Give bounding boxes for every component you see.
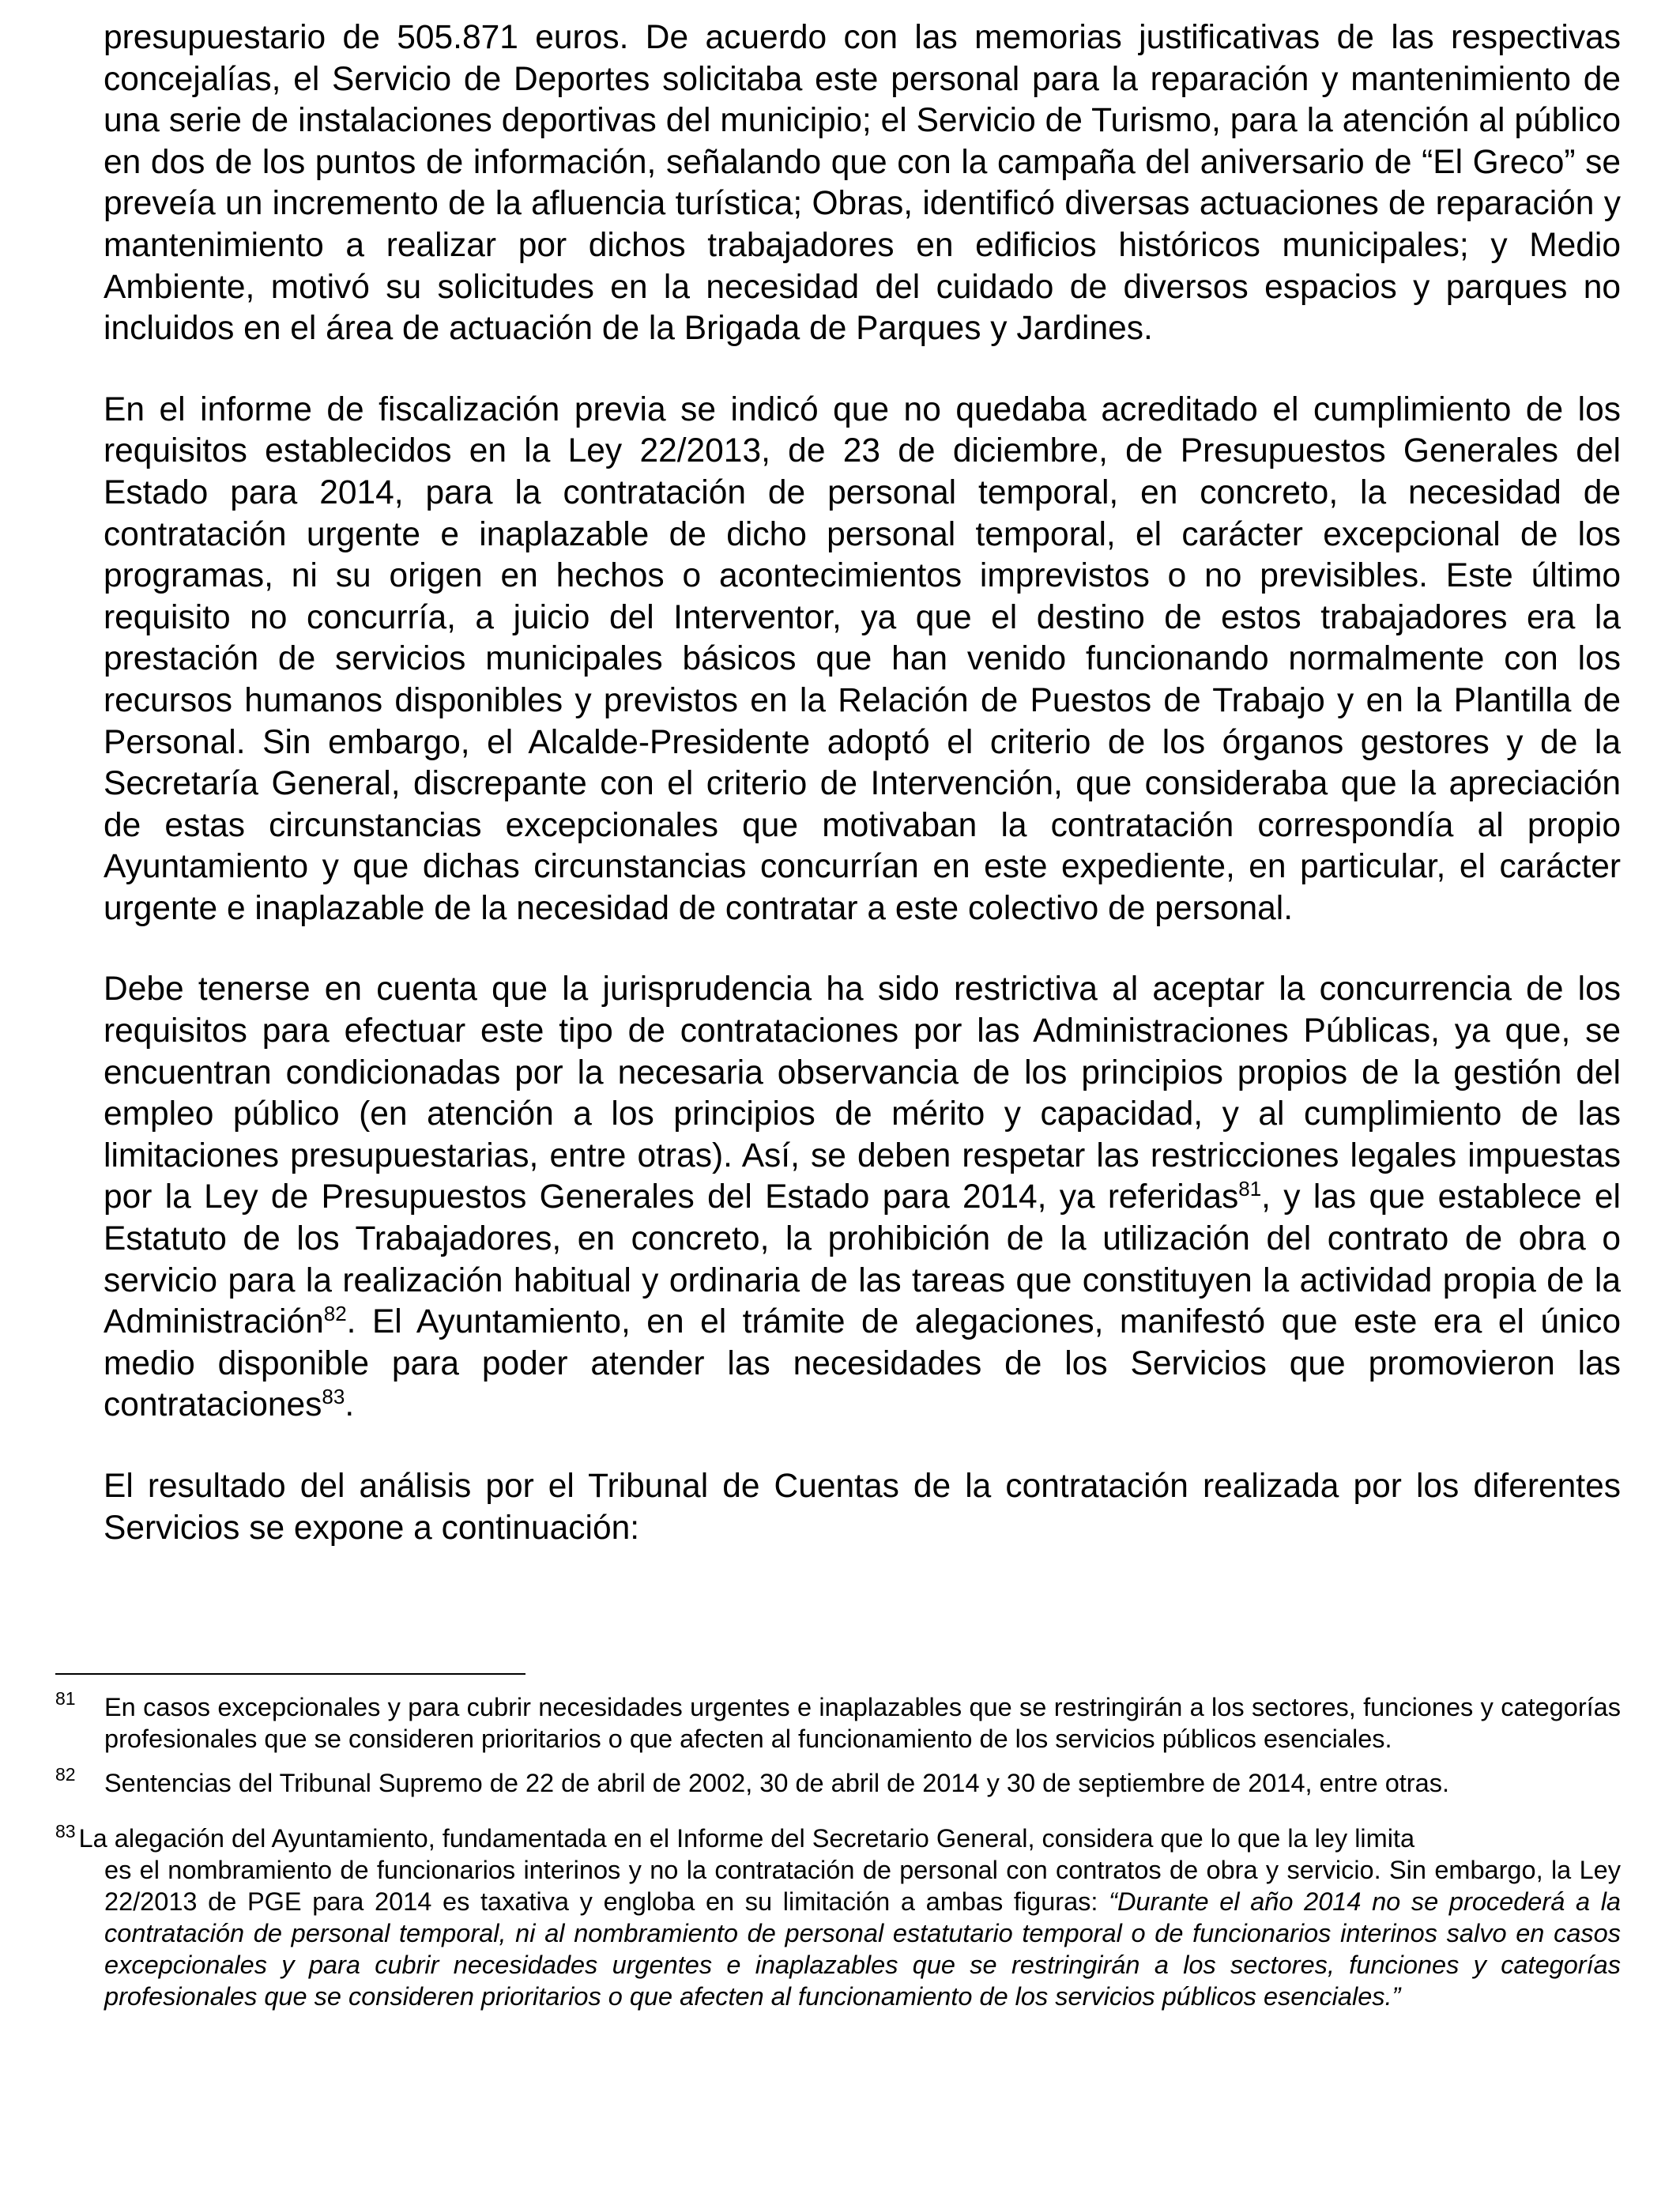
paragraph-2: En el informe de fiscalización previa se indicó que no quedaba acreditado el cumplimiento de los requisitos establecidos en la Ley 22/2013, de 23 de diciembre, de Presupuestos Generales del Estado para 2014, para la contratación de personal temporal, en concreto, la necesidad de contratación urgente e inaplazable de dicho personal temporal, el carácter excepcional de los programas, ni su origen en hechos o acontecimientos imprevistos o no previsibles. Este último requisito no concurría, a juicio del Interventor, ya que el destino de estos trabajadores era la prestación de servicios municipales básicos que han venido funcionando normalmente con los recursos humanos disponibles y previstos en la Relación de Puestos de Trabajo y en la Plantilla de Personal. Sin embargo, el Alcalde-Presidente adoptó el criterio de los órganos gestores y de la Secretaría General, discrepante con el criterio de Intervención, que consideraba que la apreciación de estas circunstancias excepcionales que motivaban la contratación correspondía al propio Ayuntamiento y que dichas circunstancias concurrían en este expediente, en particular, el carácter urgente e inaplazable de la necesidad de contratar a este colectivo de personal. [104,390,1621,927]
paragraph-3-part-b: , y las que establece el Estatuto de los Trabajadores, en concreto, la prohibición de la utilización del contrato de obra o servicio para la realización habitual y ordinaria de las tareas que constituyen la actividad propia de la Administración [104,1178,1621,1341]
footnote-number: 82 [55,1764,76,1785]
footnote-text-plain: es el nombramiento de funcionarios interinos y no la contratación de personal con contratos de obra y servicio. Sin embargo, la Ley 22/2013 de PGE para 2014 es taxativa y engloba en su limitación a ambas figuras: [104,1856,1621,1916]
paragraph-1: presupuestario de 505.871 euros. De acuerdo con las memorias justificativas de las respectivas concejalías, el Servicio de Deportes solicitaba este personal para la reparación y mantenimiento de una serie de instalaciones deportivas del municipio; el Servicio de Turismo, para la atención al público en dos de los puntos de información, señalando que con la campaña del aniversario de “El Greco” se preveía un incremento de la afluencia turística; Obras, identificó diversas actuaciones de reparación y mantenimiento a realizar por dichos trabajadores en edificios históricos municipales; y Medio Ambiente, motivó su solicitudes en la necesidad del cuidado de diversos espacios y parques no incluidos en el área de actuación de la Brigada de Parques y Jardines. [104,19,1621,348]
footnote-continuation [55,1854,1621,2012]
footnote-83 [55,1823,1621,2012]
paragraph-3-part-a: Debe tenerse en cuenta que la jurisprudencia ha sido restrictiva al aceptar la concurrencia de los requisitos para efectuar este tipo de contrataciones por las Administraciones Públicas, ya que, se encuentran condicionadas por la necesaria observancia de los principios propios de la gestión del empleo público (en atención a los principios de mérito y capacidad, y al cumplimiento de las limitaciones presupuestarias, entre otras). Así, se deben respetar las restricciones legales impuestas por la Ley de Presupuestos Generales del Estado para 2014, ya referidas [104,971,1621,1216]
footnote-ref-81[interactable]: 81 [1238,1177,1262,1201]
footnote-separator [55,1673,525,1675]
footnote-text: La alegación del Ayuntamiento, fundamentada en el Informe del Secretario General, considera que lo que la ley limita [78,1824,1415,1853]
footnote-text: Sentencias del Tribunal Supremo de 22 de abril de 2002, 30 de abril de 2014 y 30 de septiembre de 2014, entre otras. [104,1769,1449,1797]
body-text [104,17,1621,1589]
footnotes [55,1688,1622,2025]
footnote-first-line [55,1823,1621,1854]
paragraph-4: El resultado del análisis por el Tribunal de Cuentas de la contratación realizada por los diferentes Servicios se expone a continuación: [104,1468,1621,1547]
footnote-ref-82[interactable]: 82 [323,1302,347,1326]
footnote-number: 81 [55,1688,76,1709]
paragraph-3 [104,969,1621,1427]
footnote-82 [55,1764,1621,1799]
footnote-ref-83[interactable]: 83 [322,1385,345,1409]
footnote-81 [55,1688,1621,1755]
paragraph-3-part-d: . [345,1386,355,1424]
footnote-text: En casos excepcionales y para cubrir necesidades urgentes e inaplazables que se restringirán a los sectores, funciones y categorías profesionales que se consideren prioritarios o que afecten al funcionamiento de los servicios públicos esenciales. [104,1693,1621,1753]
footnote-quote: “Durante el año 2014 no se procederá a la contratación de personal temporal, ni al nombramiento de personal estatutario temporal o de funcionarios interinos salvo en casos excepcionales y para cubrir necesidades urgentes e inaplazables que se restringirán a los sectores, funciones y categorías profesionales que se consideren prioritarios o que afecten al funcionamiento de los servicios públicos esenciales.” [104,1887,1622,2011]
paragraph-3-part-c: . El Ayuntamiento, en el trámite de alegaciones, manifestó que este era el único medio disponible para poder atender las necesidades de los Servicios que promovieron las contrataciones [104,1303,1621,1424]
footnote-number: 83 [55,1821,76,1842]
